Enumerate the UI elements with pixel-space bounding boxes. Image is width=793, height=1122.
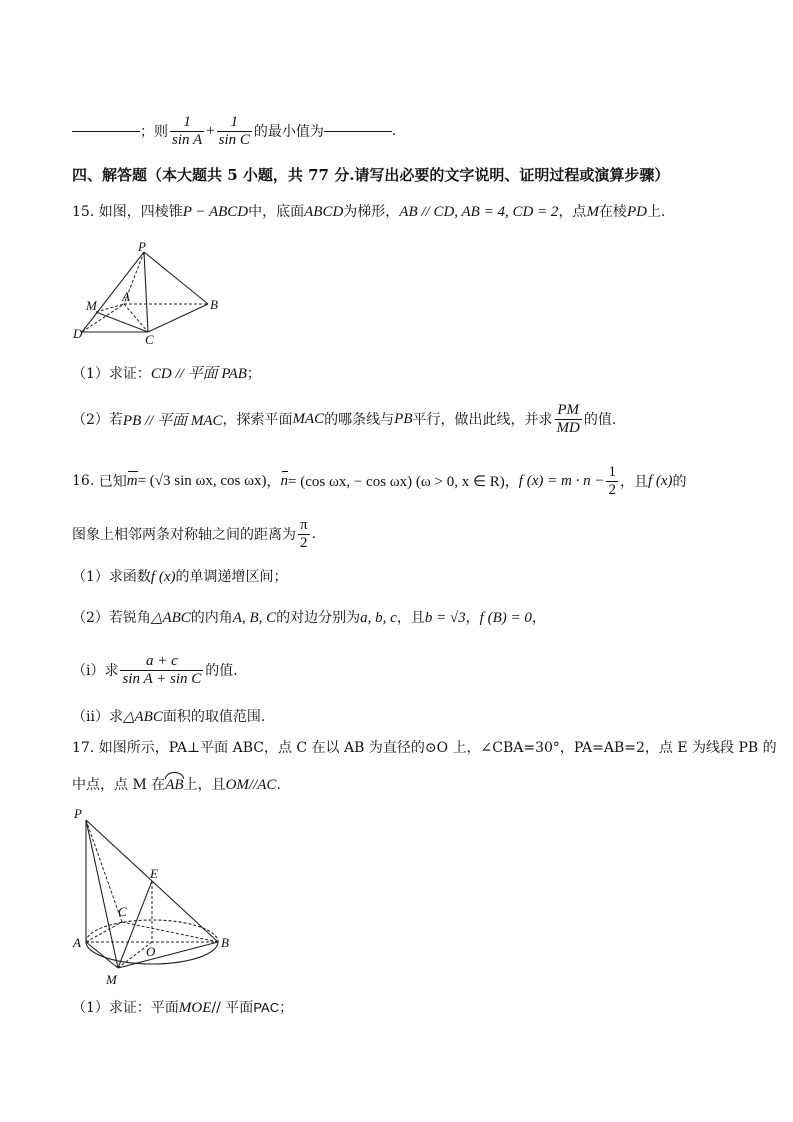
q16-part2-ii: （ⅱ）求△ABC面积的取值范围. (72, 709, 266, 725)
q17-part1: （1）求证：平面MOE// 平面PAC； (72, 1000, 294, 1016)
answer-blank-2 (324, 130, 392, 132)
answer-blank-1 (72, 130, 140, 132)
vector-n: n (280, 472, 288, 489)
edge-MB (118, 942, 218, 968)
label-C: C (118, 904, 127, 919)
q15-part1: （1）求证：CD // 平面 PAB； (72, 366, 261, 382)
label-P: P (74, 806, 82, 821)
edge-PC (86, 820, 122, 922)
q16-part2-i: （ⅰ）求 $\frac{a + c}{\text{sin A + sin C}}$ 的值. (72, 653, 238, 687)
fraction-1-over-sinA: $\frac{1}{\text{sin A}}$ (172, 114, 203, 148)
fraction-pi-over-2: $\frac{\pi}{2}$ (300, 517, 308, 551)
label-B: B (210, 297, 218, 312)
label-M: M (86, 298, 97, 313)
edge-CB (148, 304, 208, 332)
q16-stem-line1: 16. 已知 m = (√3 sin ωx, cos ωx) ， n = (cos ωx, − cos ωx) (ω > 0, x ∈ R) ， f (x) = m · n − $\frac{1}{2}$ ，且 f (x) 的 (72, 464, 687, 498)
edge-MC (96, 312, 148, 332)
q16-part1: （1）求函数f (x)的单调递增区间； (72, 569, 288, 585)
prev-question-tail: ；则 $\frac{1}{\text{sin A}}$ + $\frac{1}{\text{sin C}}$ 的最小值为 . (72, 108, 396, 154)
q16-stem-line2: 图象上相邻两条对称轴之间的距离为 $\frac{\pi}{2}$ . (72, 517, 317, 551)
edge-PD (82, 252, 144, 332)
label-P: P (138, 240, 146, 254)
section-title: 四、解答题（本大题共 5 小题，共 77 分.请写出必要的文字说明、证明过程或演算步骤） (72, 166, 670, 184)
fraction-PM-over-MD: $\frac{PM}{MD}$ (556, 402, 580, 436)
fraction-a-plus-c-over-sines: $\frac{a + c}{\text{sin A + sin C}}$ (122, 653, 202, 687)
text-then: ；则 (140, 124, 168, 140)
label-E: E (150, 866, 158, 881)
edge-PB (144, 252, 208, 304)
fraction-one-half: $\frac{1}{2}$ (608, 464, 616, 498)
edge-AC (86, 922, 122, 942)
label-O: O (146, 944, 156, 959)
arc-AB: AB (165, 777, 184, 793)
label-D: D (73, 326, 83, 341)
edge-CB (122, 922, 218, 942)
label-A: A (73, 935, 81, 950)
q15-pyramid-figure (72, 240, 232, 348)
q15-stem: 15. 如图，四棱锥P − ABCD中，底面ABCD为梯形，AB // CD, AB = 4, CD = 2，点M在棱PD上. (72, 204, 666, 220)
q17-stem-line2: 中点，点 M 在AB上，且OM//AC. (72, 777, 281, 793)
q16-part2: （2）若锐角△ABC的内角A, B, C的对边分别为a, b, c，且b = √3，f (B) = 0， (72, 610, 546, 626)
fraction-1-over-sinC: $\frac{1}{\text{sin C}}$ (218, 114, 250, 148)
q17-stem-line1: 17. 如图所示，PA⊥平面 ABC，点 C 在以 AB 为直径的⊙O 上，∠CBA=30°，PA=AB=2，点 E 为线段 PB 的 (72, 740, 777, 756)
label-A: A (122, 289, 130, 304)
q15-part2: （2）若 PB // 平面 MAC ，探索平面 MAC 的哪条线与 PB 平行，做出此线，并求 $\frac{PM}{MD}$ 的值. (72, 402, 617, 436)
vector-m: m (126, 472, 138, 489)
edge-PC (144, 252, 148, 332)
q17-cone-figure (70, 804, 230, 994)
label-M: M (106, 972, 117, 987)
label-B: B (221, 935, 229, 950)
label-C: C (145, 332, 154, 347)
